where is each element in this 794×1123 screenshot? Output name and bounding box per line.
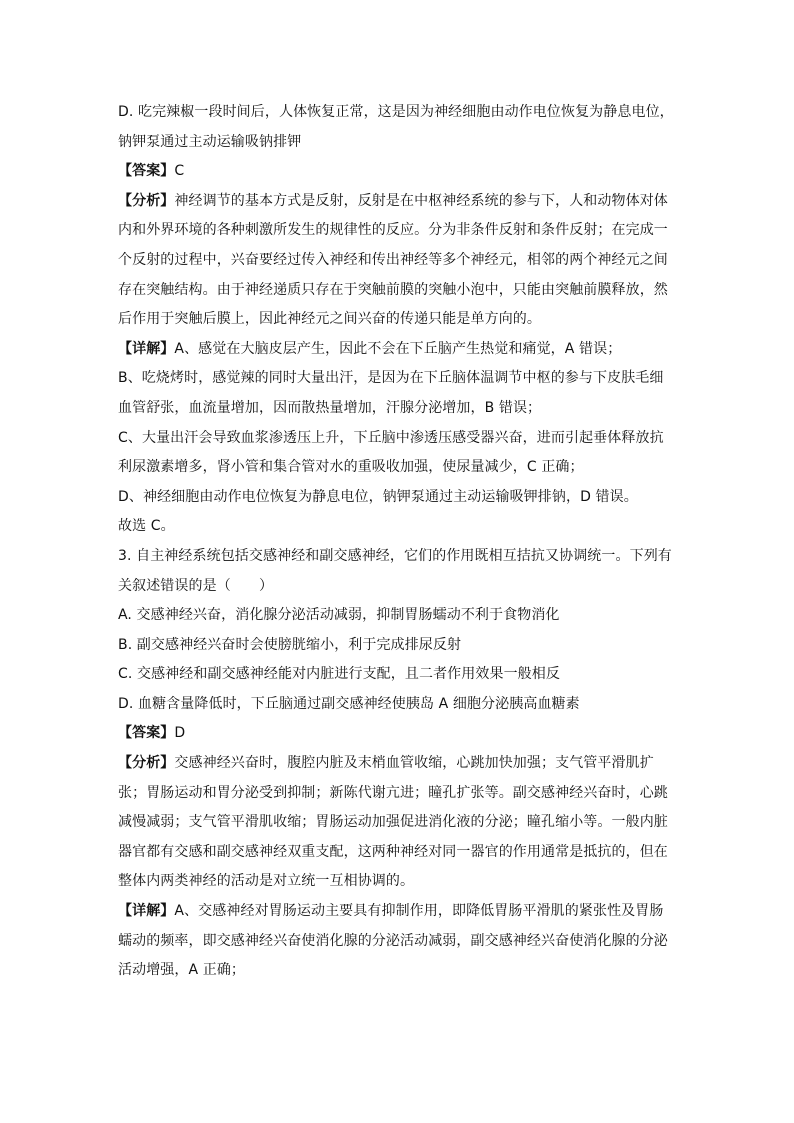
explanation-tag: 【详解】 (118, 903, 175, 920)
option-text: C. 交感神经和副交感神经能对内脏进行支配，且二者作用效果一般相反 (118, 666, 560, 683)
option-d (118, 690, 680, 720)
text-line (118, 512, 680, 542)
text-line (118, 838, 680, 868)
line-text: 器官都有交感和副交感神经双重支配，这两种神经对同一器官的作用通常是抵抗的，但在 (118, 843, 668, 860)
answer-tag: 【答案】 (118, 725, 175, 742)
text-line (118, 808, 680, 838)
line-text: 后作用于突触后膜上，因此神经元之间兴奋的传递只能是单方向的。 (118, 311, 541, 328)
text-line (118, 364, 680, 394)
text-line (118, 719, 680, 749)
text-line (118, 927, 680, 957)
line-text: 个反射的过程中，兴奋要经过传入神经和传出神经等多个神经元，相邻的两个神经元之间 (118, 251, 668, 268)
text-line (118, 335, 680, 365)
option-text: A. 交感神经兴奋，消化腺分泌活动减弱，抑制胃肠蠕动不利于食物消化 (118, 607, 560, 624)
text-line (118, 483, 680, 513)
text-line (118, 276, 680, 306)
document-page (118, 98, 680, 986)
option-text: B. 副交感神经兴奋时会使膀胱缩小，利于完成排尿反射 (118, 636, 462, 653)
line-text: 血管舒张，血流量增加，因而散热量增加，汗腺分泌增加，B 错误； (118, 399, 542, 416)
line-text: 利尿激素增多，肾小管和集合管对水的重吸收加强，使尿量减少，C 正确； (118, 459, 584, 476)
text-line (118, 749, 680, 779)
line-text: 钠钾泵通过主动运输吸钠排钾 (118, 133, 302, 150)
line-text: 神经调节的基本方式是反射，反射是在中枢神经系统的参与下，人和动物体对体 (174, 192, 668, 209)
line-text: A、交感神经对胃肠运动主要具有抑制作用，即降低胃肠平滑肌的紧张性及胃肠 (174, 903, 664, 920)
line-text: C、大量出汗会导致血浆渗透压上升，下丘脑中渗透压感受器兴奋，进而引起垂体释放抗 (118, 429, 664, 446)
line-text: 减慢减弱；支气管平滑肌收缩；胃肠运动加强促进消化液的分泌；瞳孔缩小等。一般内脏 (118, 814, 668, 831)
line-text: 内和外界环境的各种刺激所发生的规律性的反应。分为非条件反射和条件反射；在完成一 (118, 222, 668, 239)
text-line (118, 867, 680, 897)
line-text: 张；胃肠运动和胃分泌受到抑制；新陈代谢亢进；瞳孔扩张等。副交感神经兴奋时，心跳 (118, 784, 668, 801)
line-text: 交感神经兴奋时，腹腔内脏及末梢血管收缩，心跳加快加强；支气管平滑肌扩 (174, 755, 654, 772)
text-line (118, 779, 680, 809)
text-line (118, 394, 680, 424)
text-line (118, 187, 680, 217)
answer-tag: 【答案】 (118, 163, 175, 180)
question-stem-line (118, 542, 680, 572)
explanation-tag: 【详解】 (118, 340, 175, 357)
text-line (118, 216, 680, 246)
line-text: 整体内两类神经的活动是对立统一互相协调的。 (118, 873, 415, 890)
text-line (118, 305, 680, 335)
option-a (118, 601, 680, 631)
option-text: D. 血糖含量降低时，下丘脑通过副交感神经使胰岛 A 细胞分泌胰高血糖素 (118, 695, 580, 712)
answer-value: C (174, 163, 185, 180)
text-line (118, 424, 680, 454)
line-text: D. 吃完辣椒一段时间后，人体恢复正常，这是因为神经细胞由动作电位恢复为静息电位， (118, 104, 674, 120)
question-stem-line (118, 572, 680, 602)
text-line (118, 246, 680, 276)
option-c (118, 660, 680, 690)
text-line (118, 956, 680, 986)
line-text: 存在突触结构。由于神经递质只存在于突触前膜的突触小泡中，只能由突触前膜释放，然 (118, 281, 668, 298)
analysis-tag: 【分析】 (118, 192, 175, 209)
line-text: B、吃烧烤时，感觉辣的同时大量出汗，是因为在下丘脑体温调节中枢的参与下皮肤毛细 (118, 370, 664, 387)
line-text: A、感觉在大脑皮层产生，因此不会在下丘脑产生热觉和痛觉，A 错误； (174, 340, 622, 357)
text-line (118, 157, 680, 187)
line-text: D、神经细胞由动作电位恢复为静息电位，钠钾泵通过主动运输吸钾排钠，D 错误。 (118, 488, 638, 505)
conclusion-text: 故选 C。 (118, 518, 175, 535)
line-text: 活动增强，A 正确； (118, 962, 246, 979)
answer-value: D (174, 725, 186, 742)
question-text: 关叙述错误的是（ ） (118, 577, 274, 594)
option-b (118, 631, 680, 661)
text-line (118, 897, 680, 927)
analysis-tag: 【分析】 (118, 755, 175, 772)
text-line (118, 128, 680, 158)
question-text: 3. 自主神经系统包括交感神经和副交感神经，它们的作用既相互拮抗又协调统一。下列有 (118, 547, 672, 564)
text-line (118, 453, 680, 483)
text-line (118, 98, 680, 128)
line-text: 蠕动的频率，即交感神经兴奋使消化腺的分泌活动减弱，副交感神经兴奋使消化腺的分泌 (118, 932, 668, 949)
